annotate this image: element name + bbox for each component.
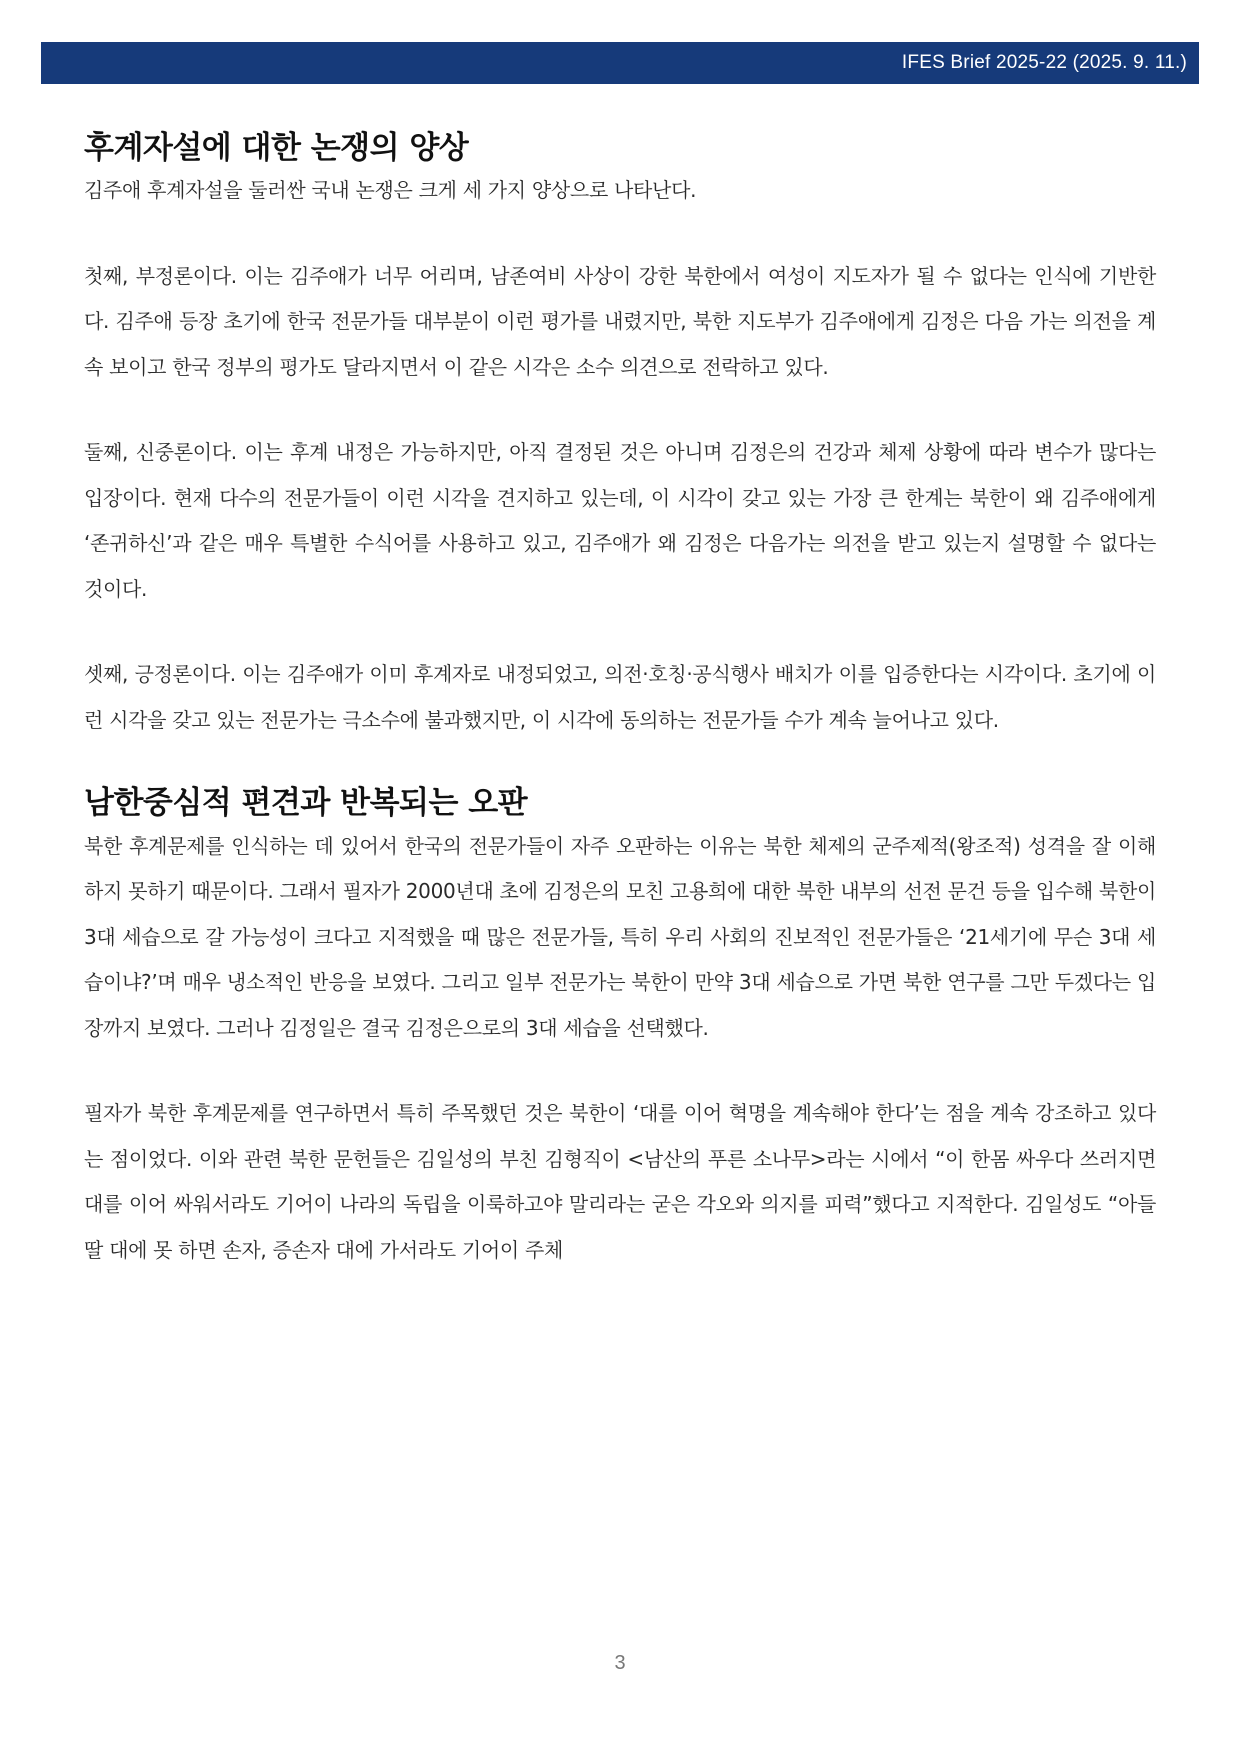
paragraph: 둘째, 신중론이다. 이는 후계 내정은 가능하지만, 아직 결정된 것은 아니며 김정은의 건강과 체제 상황에 따라 변수가 많다는 입장이다. 현재 다수의 전문가들이 이런 시각을 견지하고 있는데, 이 시각이 갖고 있는 가장 큰 한계는 북한이 왜 김주애에게 ‘존귀하신’과 같은 매우 특별한 수식어를 사용하고 있고, 김주애가 왜 김정은 다음가는 의전을 받고 있는지 설명할 수 없다는 것이다.: [84, 440, 1156, 601]
brief-label: IFES Brief 2025-22 (2025. 9. 11.): [901, 52, 1187, 73]
paragraph: 북한 후계문제를 인식하는 데 있어서 한국의 전문가들이 자주 오판하는 이유는 북한 체제의 군주제적(왕조적) 성격을 잘 이해하지 못하기 때문이다. 그래서 필자가 2000년대 초에 김정은의 모친 고용희에 대한 북한 내부의 선전 문건 등을 입수해 북한이 3대 세습으로 갈 가능성이 크다고 지적했을 때 많은 전문가들, 특히 우리 사회의 진보적인 전문가들은 ‘21세기에 무슨 3대 세습이냐?’며 매우 냉소적인 반응을 보였다. 그리고 일부 전문가는 북한이 만약 3대 세습으로 가면 북한 연구를 그만 두겠다는 입장까지 보였다. 그러나 김정일은 결국 김정은으로의 3대 세습을 선택했다.: [84, 833, 1156, 1040]
document-body: [84, 128, 1156, 1273]
page-number: 3: [614, 1652, 626, 1674]
paragraph: 김주애 후계자설을 둘러싼 국내 논쟁은 크게 세 가지 양상으로 나타난다.: [84, 178, 697, 203]
paragraph: 필자가 북한 후계문제를 연구하면서 특히 주목했던 것은 북한이 ‘대를 이어 혁명을 계속해야 한다’는 점을 계속 강조하고 있다는 점이었다. 이와 관련 북한 문헌들은 김일성의 부친 김형직이 <남산의 푸른 소나무>라는 시에서 “이 한몸 싸우다 쓰러지면 대를 이어 싸워서라도 기어이 나라의 독립을 이룩하고야 말리라는 굳은 각오와 의지를 피력”했다고 지적한다. 김일성도 “아들딸 대에 못 하면 손자, 증손자 대에 가서라도 기어이 주체: [84, 1101, 1156, 1262]
paragraph: 셋째, 긍정론이다. 이는 김주애가 이미 후계자로 내정되었고, 의전·호칭·공식행사 배치가 이를 입증한다는 시각이다. 초기에 이런 시각을 갖고 있는 전문가는 극소수에 불과했지만, 이 시각에 동의하는 전문가들 수가 계속 늘어나고 있다.: [84, 662, 1156, 732]
paragraph: 첫째, 부정론이다. 이는 김주애가 너무 어리며, 남존여비 사상이 강한 북한에서 여성이 지도자가 될 수 없다는 인식에 기반한다. 김주애 등장 초기에 한국 전문가들 대부분이 이런 평가를 내렸지만, 북한 지도부가 김주애에게 김정은 다음 가는 의전을 계속 보이고 한국 정부의 평가도 달라지면서 이 같은 시각은 소수 의견으로 전락하고 있다.: [84, 263, 1156, 379]
header-bar: [41, 42, 1199, 84]
section-heading: 남한중심적 편견과 반복되는 오판: [84, 785, 528, 822]
section-heading: 후계자설에 대한 논쟁의 양상: [84, 130, 469, 166]
